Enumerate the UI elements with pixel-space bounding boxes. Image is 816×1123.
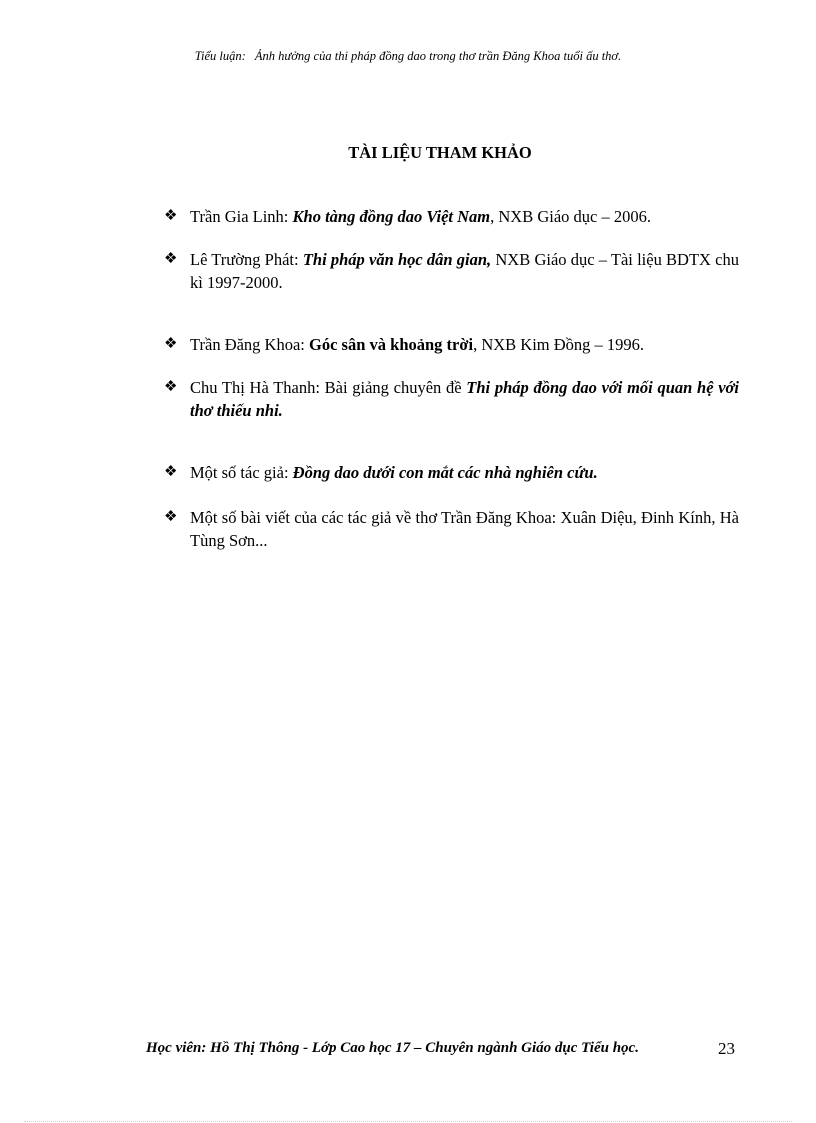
reference-work: Thi pháp đồng dao với mối quan hệ với thơ thiếu nhi. (190, 378, 739, 420)
running-footer: Học viên: Hồ Thị Thông - Lớp Cao học 17 – Chuyên ngành Giáo dục Tiểu học. (146, 1040, 639, 1056)
diamond-bullet-icon: ❖ (164, 208, 178, 224)
reference-work: Thi pháp văn học dân gian, (302, 250, 492, 269)
page-bottom-rule (24, 1121, 792, 1122)
running-header (0, 49, 816, 64)
diamond-bullet-icon: ❖ (164, 464, 178, 480)
reference-item (164, 333, 739, 356)
reference-text: Một số bài viết của các tác giả về thơ Trần Đăng Khoa: Xuân Diệu, Đinh Kính, Hà Tùng Sơn... (190, 508, 739, 550)
reference-work: Góc sân và khoảng trời (309, 335, 474, 354)
reference-publisher: NXB Giáo dục – Tài liệu BDTX chu kì 1997-2000. (190, 250, 739, 292)
reference-author: Chu Thị Hà Thanh: Bài giảng chuyên đề (190, 378, 467, 397)
reference-publisher: , NXB Kim Đồng – 1996. (473, 335, 645, 354)
reference-author: Trần Gia Linh: (190, 207, 293, 226)
reference-work: Đồng dao dưới con mắt các nhà nghiên cứu. (292, 463, 598, 482)
section-title: TÀI LIỆU THAM KHẢO (348, 143, 532, 162)
reference-author: Một số tác giả: (190, 463, 293, 482)
reference-item (164, 248, 739, 294)
reference-item (164, 506, 739, 552)
reference-publisher: , NXB Giáo dục – 2006. (490, 207, 651, 226)
reference-author: Lê Trường Phát: (190, 250, 303, 269)
page-number: 23 (718, 1039, 735, 1058)
diamond-bullet-icon: ❖ (164, 336, 178, 352)
reference-item (164, 376, 739, 422)
reference-work: Kho tàng đồng dao Việt Nam (292, 207, 491, 226)
reference-item (164, 205, 739, 228)
reference-author: Trần Đăng Khoa: (190, 335, 310, 354)
reference-item (164, 461, 739, 484)
diamond-bullet-icon: ❖ (164, 379, 178, 395)
diamond-bullet-icon: ❖ (164, 251, 178, 267)
header-title: Ảnh hưởng của thi pháp đồng dao trong thơ trần Đăng Khoa tuổi ấu thơ. (254, 49, 622, 63)
diamond-bullet-icon: ❖ (164, 509, 178, 525)
header-label: Tiểu luận: (194, 49, 246, 63)
